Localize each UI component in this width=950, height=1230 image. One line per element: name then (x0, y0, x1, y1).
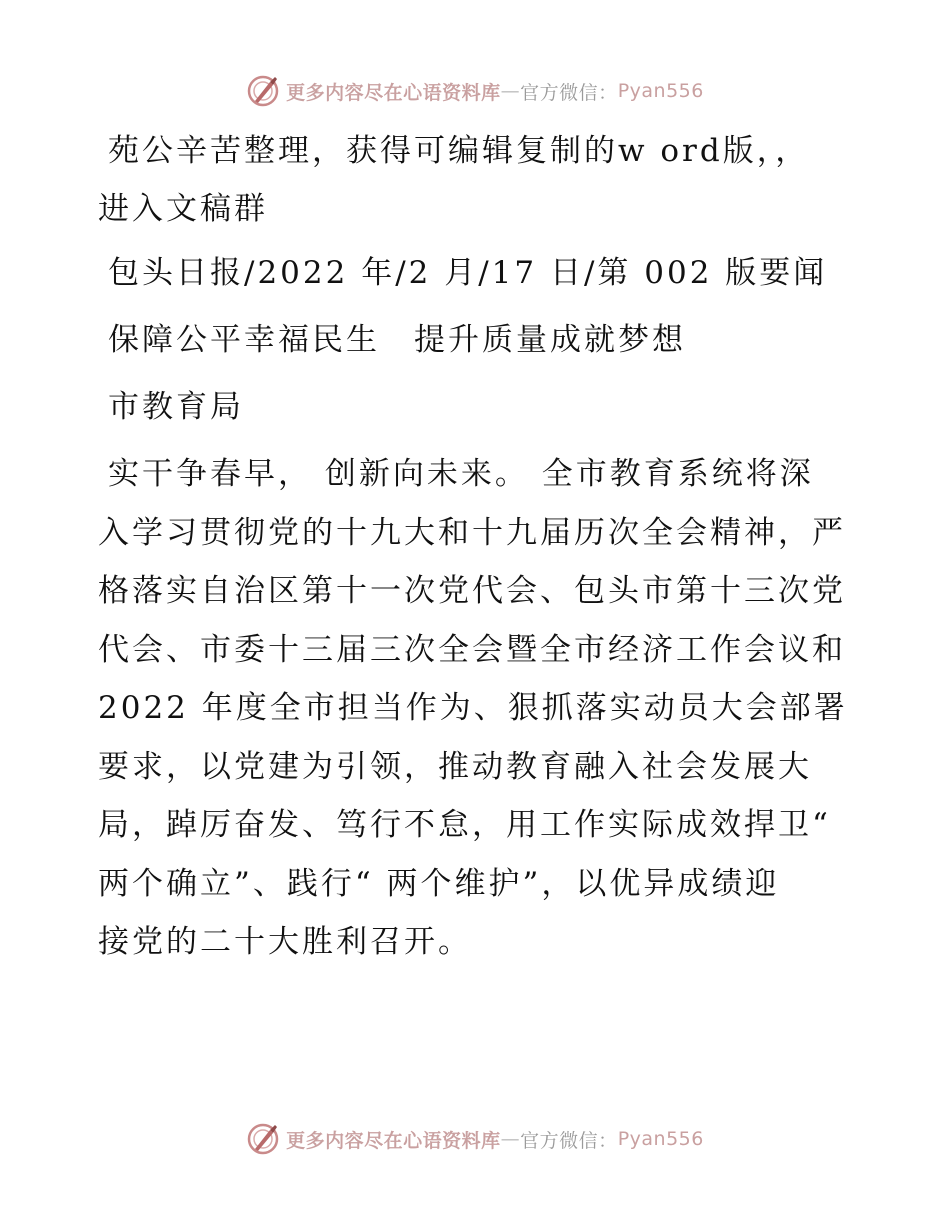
body-line: 要求，以党建为引领，推动教育融入社会发展大 (98, 748, 812, 785)
banner-brand-text: 更多内容尽在心语资料库 (286, 81, 501, 104)
banner-wechat-label: 官方微信： (520, 81, 618, 104)
body-line: 实干争春早， 创新向未来。 全市教育系统将深 (108, 456, 814, 492)
banner-separator: — (500, 80, 521, 102)
body-line: 接党的二十大胜利召开。 (98, 924, 472, 960)
body-paragraph (98, 445, 858, 972)
department-name: 市教育局 (108, 389, 244, 425)
body-line: 代会、市委十三届三次全会暨全市经济工作会议和 (98, 631, 846, 668)
document-body (98, 122, 858, 972)
banner-wechat-id: Pyan556 (617, 80, 704, 102)
banner-separator: — (500, 1128, 521, 1150)
body-line: 格落实自治区第十一次党代会、包头市第十三次党 (98, 573, 846, 609)
article-headline: 保障公平幸福民生 提升质量成就梦想 (108, 322, 686, 358)
intro-line-1: 苑公辛苦整理，获得可编辑复制的w ord版，， (108, 133, 810, 169)
quill-seal-icon (246, 74, 280, 108)
body-line: 局，踔厉奋发、笃行不怠，用工作实际成效捍卫“ (98, 807, 831, 843)
body-line: 两个确立”、践行“ 两个维护”，以优异成绩迎 (98, 865, 780, 902)
quill-seal-icon (246, 1122, 280, 1156)
footer-banner (0, 1119, 950, 1159)
banner-wechat-label: 官方微信： (520, 1129, 618, 1152)
banner-brand-text: 更多内容尽在心语资料库 (286, 1129, 501, 1152)
intro-line-2: 进入文稿群 (98, 191, 268, 227)
source-line: 包头日报/2022 年/2 月/17 日/第 002 版要闻 (108, 255, 828, 291)
body-line: 入学习贯彻党的十九大和十九届历次全会精神，严 (98, 514, 846, 551)
banner-wechat-id: Pyan556 (617, 1128, 704, 1150)
body-line: 2022 年度全市担当作为、狠抓落实动员大会部署 (98, 690, 848, 726)
header-banner (0, 71, 950, 111)
